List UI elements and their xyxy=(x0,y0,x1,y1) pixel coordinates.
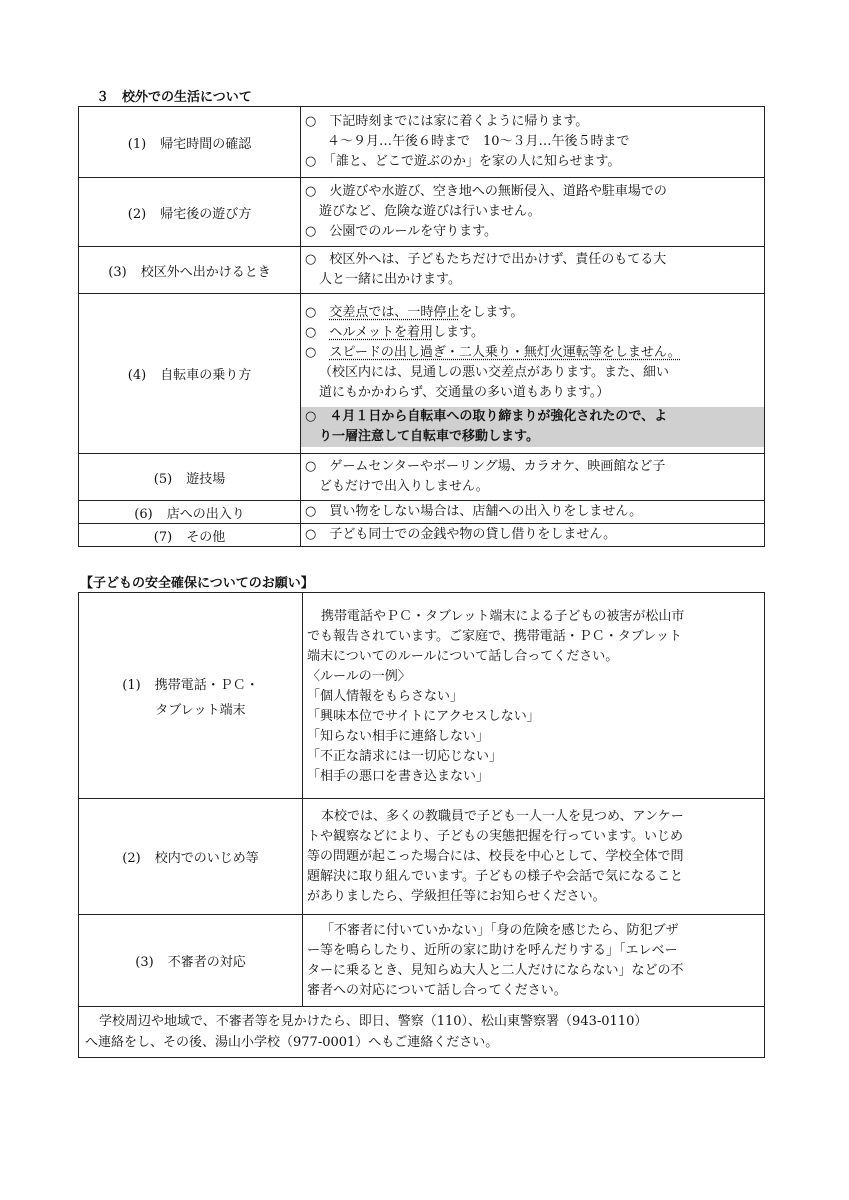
safety-table xyxy=(78,592,765,1058)
row-label: (4) 自転車の乗り方 xyxy=(79,294,301,454)
table-row xyxy=(79,454,765,501)
outside-life-table xyxy=(78,106,765,547)
row-label: (3) 校区外へ出かけるとき xyxy=(79,247,301,294)
table-row xyxy=(79,247,765,294)
row-content xyxy=(301,454,765,501)
text-line: 端末についてのルールについて話し合ってください。 xyxy=(307,648,619,664)
text-line: ターに乗るとき、見知らぬ大人と二人だけにならない」などの不 xyxy=(307,962,684,978)
row-label: (5) 遊技場 xyxy=(79,454,301,501)
text-line: 道にもかかわらず、交通量の多い道もあります。） xyxy=(319,384,610,400)
row-label: (6) 店への出入り xyxy=(79,501,301,524)
row-content xyxy=(301,247,765,294)
text-line: ○ 「誰と、どこで遊ぶのか」を家の人に知らせます。 xyxy=(305,154,621,169)
text-line: どもだけで出入りしません。 xyxy=(319,479,489,494)
text-line: ○ スピードの出し過ぎ・二人乗り・無灯火運転等をしません。 xyxy=(305,344,681,360)
text-line: へ連絡をし、その後、湯山小学校（977-0001）へもご連絡ください。 xyxy=(85,1035,499,1050)
text-line: 「個人情報をもらさない」 xyxy=(307,688,464,704)
text-line: 学校周辺や地域で、不審者等を見かけたら、即日、警察（110）、松山東警察署（943-0110） xyxy=(99,1014,648,1029)
row-label: (2) 帰宅後の遊び方 xyxy=(79,178,301,247)
text-line: ４～９月…午後６時まで 10～３月…午後５時まで xyxy=(327,134,630,149)
text-line: ○ 買い物をしない場合は、店舗への出入りをしません。 xyxy=(305,504,643,519)
text-line: 〈ルールの一例〉 xyxy=(307,668,411,684)
contact-notice xyxy=(79,1007,765,1058)
row-content xyxy=(301,178,765,247)
text-line: 人と一緒に出かけます。 xyxy=(319,272,461,287)
text-line: （校区内には、見通しの悪い交差点があります。また、細い xyxy=(319,364,669,380)
text-line: 題解決に取り組んでいます。子どもの様子や会話で気になること xyxy=(307,868,683,884)
text-line: 「不正な請求には一切応じない」 xyxy=(307,748,503,764)
text-line: 審者への対応について話し合ってください。 xyxy=(307,982,567,998)
text-line: 「相手の悪口を書き込まない」 xyxy=(307,768,490,784)
text-line: 「知らない相手に連絡しない」 xyxy=(307,728,490,744)
table-row xyxy=(79,501,765,524)
text-line: 等の問題が起こった場合には、校長を中心として、学校全体で問 xyxy=(307,848,684,864)
row-content xyxy=(303,593,765,799)
text-line: 「不審者に付いていかない」「身の危険を感じたら、防犯ブザ xyxy=(321,922,679,938)
text-line: トや観察などにより、子どもの実態把握を行っています。いじめ xyxy=(307,828,683,844)
text-line: でも報告されています。ご家庭で、携帯電話・ＰＣ・タブレット xyxy=(307,628,683,644)
safety-heading: 【子どもの安全確保についてのお願い】 xyxy=(80,576,314,591)
table-row xyxy=(79,524,765,547)
row-label: (1) 帰宅時間の確認 xyxy=(79,107,301,178)
text-line: ○ 公園でのルールを守ります。 xyxy=(305,224,498,239)
text-line: ○ ゲームセンターやボーリング場、カラオケ、映画館など子 xyxy=(305,459,666,474)
row-content xyxy=(303,915,765,1007)
table-row xyxy=(79,799,765,915)
text-line: ○ 子ども同士での金銭や物の貸し借りをしません。 xyxy=(305,527,617,542)
row-content xyxy=(301,501,765,524)
row-label: (7) その他 xyxy=(79,524,301,547)
row-content xyxy=(301,524,765,547)
text-line: 携帯電話やＰＣ・タブレット端末による子どもの被害が松山市 xyxy=(321,608,685,624)
text-line: 「興味本位でサイトにアクセスしない」 xyxy=(307,708,540,724)
text-line: ー等を鳴らしたり、近所の家に助けを呼んだりする」「エレベー xyxy=(307,942,678,958)
row-label: (3) 不審者の対応 xyxy=(79,915,303,1007)
section-3-heading: ３ 校外での生活について xyxy=(96,90,252,105)
table-row xyxy=(79,178,765,247)
text-line: ○ 交差点では、一時停止をします。 xyxy=(305,304,524,320)
text-line: ○ 下記時刻までには家に着くように帰ります。 xyxy=(305,114,589,129)
text-line: がありましたら、学級担任等にお知らせください。 xyxy=(307,888,606,904)
row-content xyxy=(301,294,765,454)
text-line: 遊びなど、危険な遊びは行いません。 xyxy=(319,204,541,219)
table-row xyxy=(79,294,765,454)
table-row xyxy=(79,915,765,1007)
row-label: (1) 携帯電話・ＰＣ・ タブレット端末 xyxy=(79,593,303,799)
highlighted-notice-line: り一層注意して自転車で移動します。 xyxy=(301,427,764,447)
table-row xyxy=(79,593,765,799)
highlighted-notice-line: ○ ４月１日から自転車への取り締まりが強化されたので、よ xyxy=(301,407,764,427)
row-label: (2) 校内でのいじめ等 xyxy=(79,799,303,915)
row-content xyxy=(301,107,765,178)
row-content xyxy=(303,799,765,915)
table-row xyxy=(79,107,765,178)
table-row xyxy=(79,1007,765,1058)
text-line: 本校では、多くの教職員で子ども一人一人を見つめ、アンケー xyxy=(321,808,684,824)
text-line: ○ 校区外へは、子どもたちだけで出かけず、責任のもてる大 xyxy=(305,252,667,267)
text-line: ○ ヘルメットを着用します。 xyxy=(305,324,484,340)
text-line: ○ 火遊びや水遊び、空き地への無断侵入、道路や駐車場での xyxy=(305,184,667,199)
